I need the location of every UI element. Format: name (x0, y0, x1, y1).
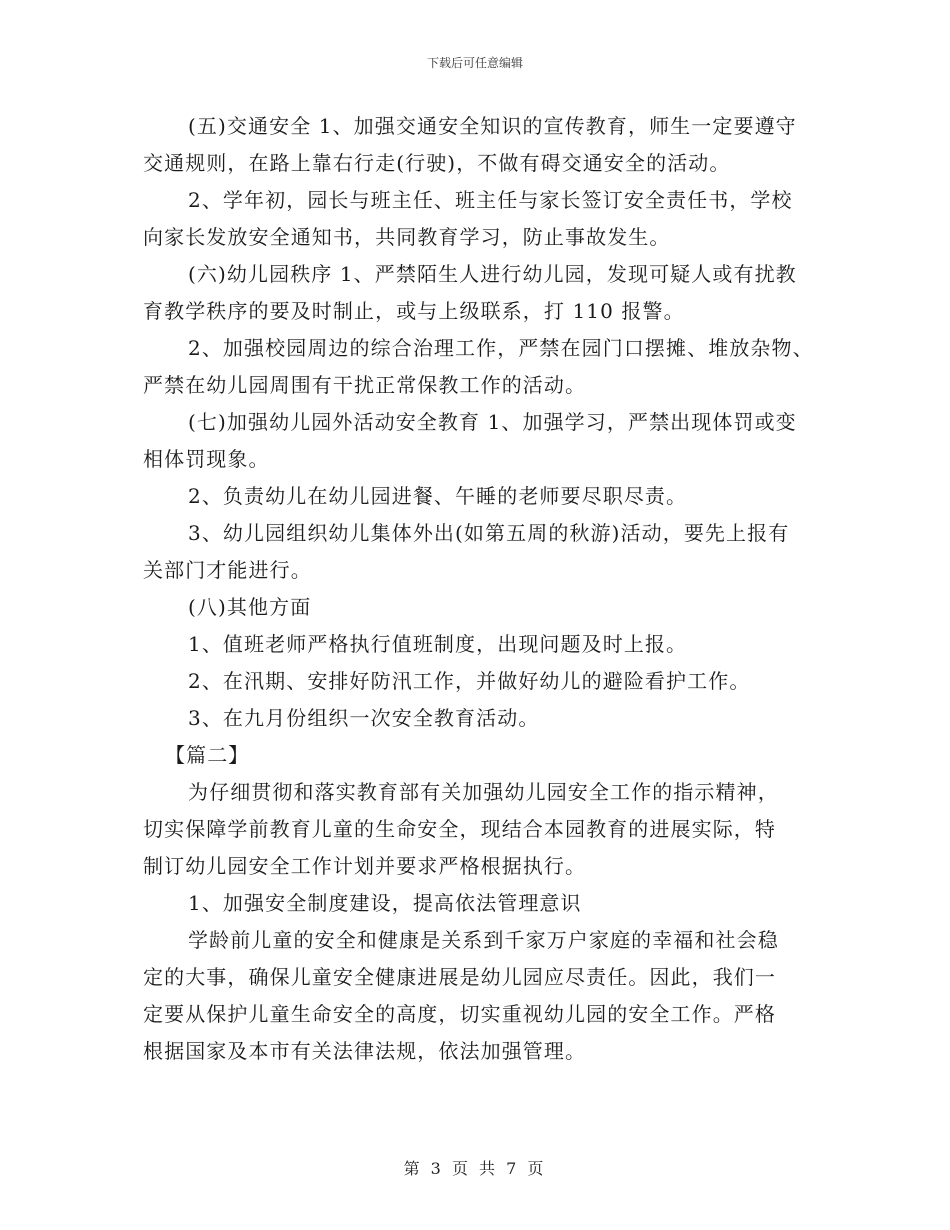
page-footer: 第 3 页 共 7 页 (403, 1159, 547, 1178)
text-line: 定要从保护儿童生命安全的高度，切实重视幼儿园的安全工作。严格 (143, 1002, 776, 1026)
section-heading: 【篇二】 (165, 743, 250, 767)
text-line: 交通规则，在路上靠右行走(行驶)，不做有碍交通安全的活动。 (143, 151, 731, 175)
text-line: 1、加强安全制度建设，提高依法管理意识 (188, 891, 582, 915)
page-header: 下载后可任意编辑 (426, 56, 523, 70)
text-line: 切实保障学前教育儿童的生命安全，现结合本园教育的进展实际，特 (143, 817, 776, 841)
text-line: 1、值班老师严格执行值班制度，出现问题及时上报。 (188, 632, 688, 656)
text-line: 关部门才能进行。 (143, 558, 312, 582)
text-line: 2、在汛期、安排好防汛工作，并做好幼儿的避险看护工作。 (188, 669, 751, 693)
text-line: 3、幼儿园组织幼儿集体外出(如第五周的秋游)活动，要先上报有 (188, 521, 790, 545)
text-line: 制订幼儿园安全工作计划并要求严格根据执行。 (143, 854, 587, 878)
document-body (143, 108, 815, 1070)
text-line: 向家长发放安全通知书，共同教育学习，防止事故发生。 (143, 225, 671, 249)
text-line: 育教学秩序的要及时制止，或与上级联系，打 110 报警。 (143, 299, 685, 323)
text-line: 3、在九月份组织一次安全教育活动。 (188, 706, 540, 730)
text-line: 严禁在幼儿园周围有干扰正常保教工作的活动。 (143, 373, 587, 397)
text-line: 为仔细贯彻和落实教育部有关加强幼儿园安全工作的指示精神， (188, 780, 779, 804)
text-line: 2、负责幼儿在幼儿园进餐、午睡的老师要尽职尽责。 (188, 484, 688, 508)
text-line: 学龄前儿童的安全和健康是关系到千家万户家庭的幸福和社会稳 (188, 928, 779, 952)
text-line: 定的大事，确保儿童安全健康进展是幼儿园应尽责任。因此，我们一 (143, 965, 776, 989)
text-line: (六)幼儿园秩序 1、严禁陌生人进行幼儿园，发现可疑人或有扰教 (188, 262, 797, 286)
text-line: 2、加强校园周边的综合治理工作，严禁在园门口摆摊、堆放杂物、 (188, 336, 814, 360)
text-line: (七)加强幼儿园外活动安全教育 1、加强学习，严禁出现体罚或变 (188, 410, 797, 434)
text-line: 2、学年初，园长与班主任、班主任与家长签订安全责任书，学校 (188, 188, 793, 212)
text-line: (五)交通安全 1、加强交通安全知识的宣传教育，师生一定要遵守 (188, 114, 797, 138)
text-line: (八)其他方面 (188, 595, 312, 619)
text-line: 相体罚现象。 (143, 447, 270, 471)
text-line: 根据国家及本市有关法律法规，依法加强管理。 (143, 1039, 587, 1063)
